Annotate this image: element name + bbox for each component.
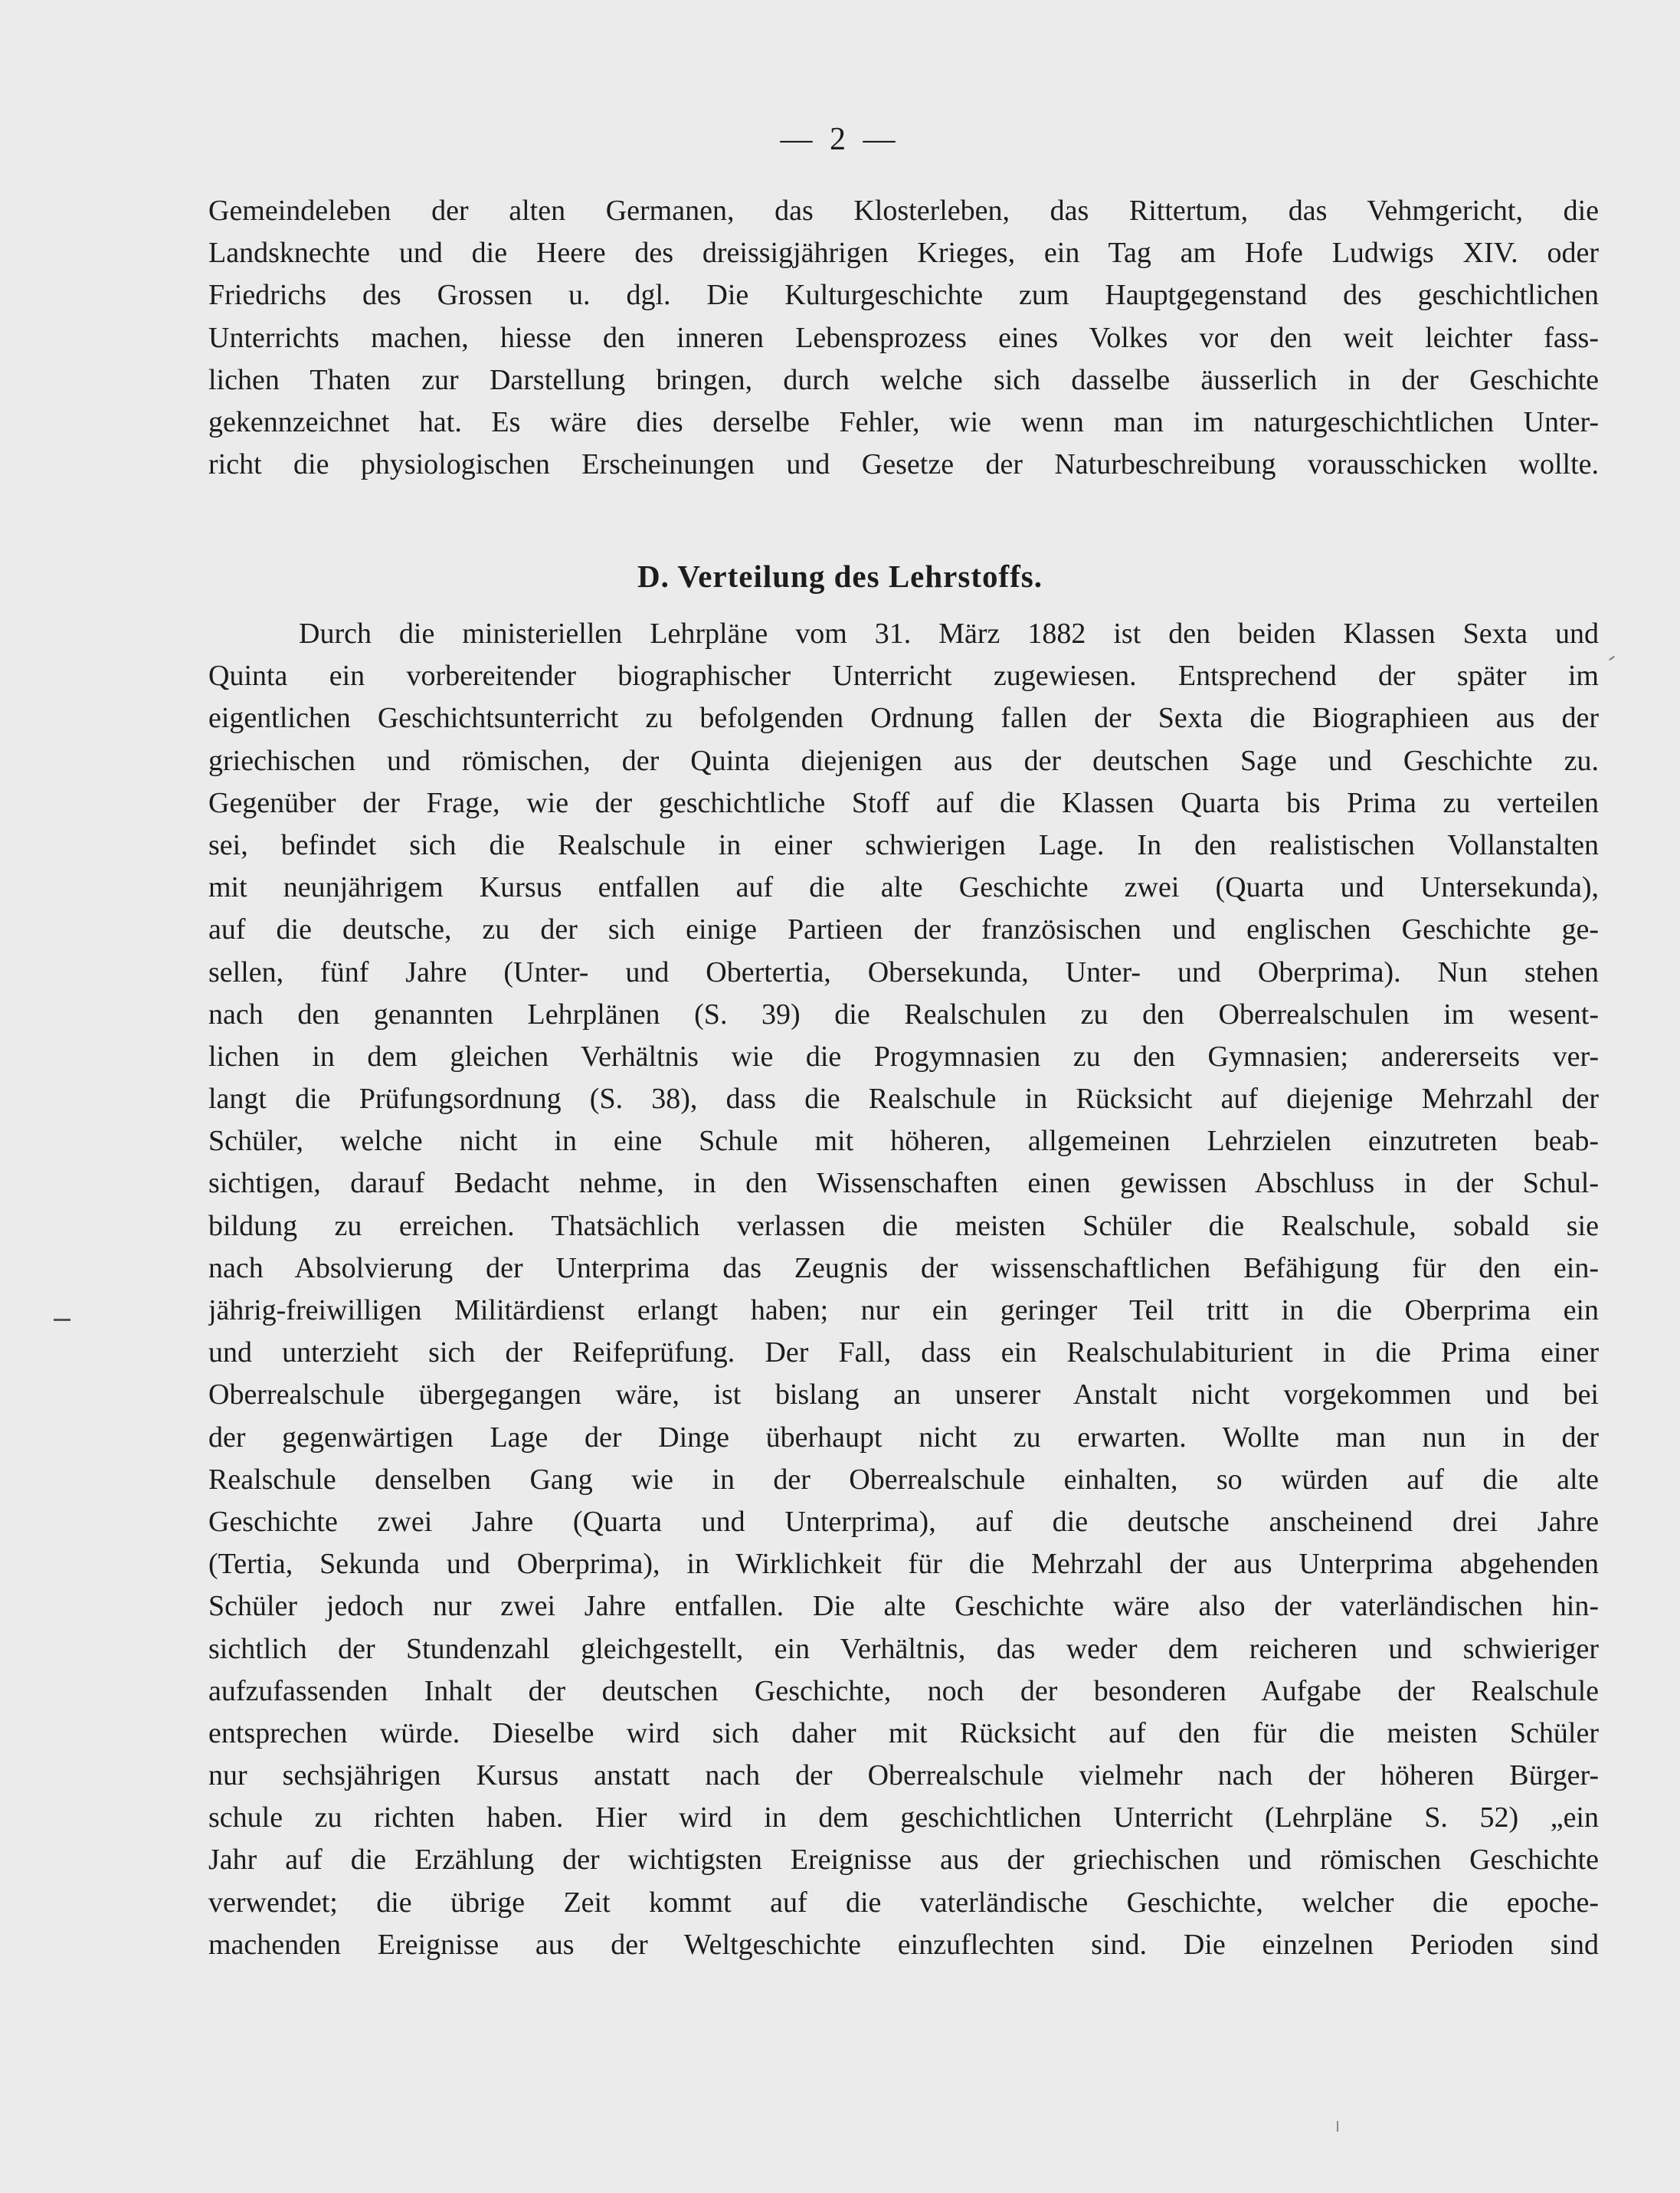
text-line: griechischen und römischen, der Quinta diejenigen aus der deutschen Sage und Geschichte zu. bbox=[208, 744, 1599, 777]
margin-mark bbox=[54, 1319, 70, 1321]
text-line: Gemeindeleben der alten Germanen, das Klosterleben, das Rittertum, das Vehmgericht, die bbox=[208, 195, 1599, 227]
text-line: Quinta ein vorbereitender biographischer Unterricht zugewiesen. Entsprechend der später im bbox=[208, 660, 1599, 693]
text-line: sichtigen, darauf Bedacht nehme, in den Wissenschaften einen gewissen Abschluss in der Schul- bbox=[208, 1167, 1599, 1200]
text-line: Jahr auf die Erzählung der wichtigsten Ereignisse aus der griechischen und römischen Geschichte bbox=[208, 1844, 1599, 1877]
text-line: auf die deutsche, zu der sich einige Partieen der französischen und englischen Geschichte ge- bbox=[208, 913, 1599, 946]
paper-speck bbox=[1609, 656, 1615, 661]
page-number: — 2 — bbox=[780, 122, 900, 157]
text-line: Oberrealschule übergegangen wäre, ist bislang an unserer Anstalt nicht vorgekommen und bei bbox=[208, 1378, 1599, 1411]
text-line: entsprechen würde. Dieselbe wird sich daher mit Rücksicht auf den für die meisten Schüler bbox=[208, 1716, 1599, 1749]
text-line: richt die physiologischen Erscheinungen und Gesetze der Naturbeschreibung vorausschicken wollte. bbox=[208, 448, 1599, 481]
paper-speck bbox=[1337, 2121, 1338, 2132]
text-line: Realschule denselben Gang wie in der Oberrealschule einhalten, so würden auf die alte bbox=[208, 1463, 1599, 1496]
text-line: verwendet; die übrige Zeit kommt auf die vaterländische Geschichte, welcher die epoche- bbox=[208, 1886, 1599, 1919]
text-line: lichen in dem gleichen Verhältnis wie die Progymnasien zu den Gymnasien; andererseits ver- bbox=[208, 1040, 1599, 1073]
text-line: Durch die ministeriellen Lehrpläne vom 31. März 1882 ist den beiden Klassen Sexta und bbox=[299, 618, 1599, 650]
text-line: Gegenüber der Frage, wie der geschichtliche Stoff auf die Klassen Quarta bis Prima zu verteilen bbox=[208, 786, 1599, 819]
text-line: Friedrichs des Grossen u. dgl. Die Kulturgeschichte zum Hauptgegenstand des geschichtlichen bbox=[208, 279, 1599, 312]
text-line: jährig-freiwilligen Militärdienst erlangt haben; nur ein geringer Teil tritt in die Oberprima ein bbox=[208, 1294, 1599, 1326]
paragraph-continued bbox=[208, 190, 1599, 486]
text-line: bildung zu erreichen. Thatsächlich verlassen die meisten Schüler die Realschule, sobald sie bbox=[208, 1209, 1599, 1242]
paragraph-distribution bbox=[208, 613, 1599, 1966]
section-heading: D. Verteilung des Lehrstoffs. bbox=[637, 559, 1043, 594]
text-line: sellen, fünf Jahre (Unter- und Obertertia, Obersekunda, Unter- und Oberprima). Nun stehen bbox=[208, 956, 1599, 988]
text-line: eigentlichen Geschichtsunterricht zu befolgenden Ordnung fallen der Sexta die Biographieen aus der bbox=[208, 702, 1599, 735]
text-line: aufzufassenden Inhalt der deutschen Geschichte, noch der besonderen Aufgabe der Realschule bbox=[208, 1674, 1599, 1707]
text-line: schule zu richten haben. Hier wird in dem geschichtlichen Unterricht (Lehrpläne S. 52) „ein bbox=[208, 1801, 1599, 1834]
text-line: und unterzieht sich der Reifeprüfung. Der Fall, dass ein Realschulabiturient in die Prima einer bbox=[208, 1336, 1599, 1369]
text-line: Unterrichts machen, hiesse den inneren Lebensprozess eines Volkes vor den weit leichter fass- bbox=[208, 321, 1599, 354]
text-line: sichtlich der Stundenzahl gleichgestellt, ein Verhältnis, das weder dem reicheren und schwieriger bbox=[208, 1632, 1599, 1665]
text-line: (Tertia, Sekunda und Oberprima), in Wirklichkeit für die Mehrzahl der aus Unterprima abgehenden bbox=[208, 1548, 1599, 1581]
text-line: machenden Ereignisse aus der Weltgeschichte einzuflechten sind. Die einzelnen Perioden sind bbox=[208, 1928, 1599, 1961]
text-line: Schüler jedoch nur zwei Jahre entfallen. Die alte Geschichte wäre also der vaterländischen hin- bbox=[208, 1590, 1599, 1623]
text-line: Geschichte zwei Jahre (Quarta und Unterprima), auf die deutsche anscheinend drei Jahre bbox=[208, 1505, 1599, 1538]
text-line: langt die Prüfungsordnung (S. 38), dass die Realschule in Rücksicht auf diejenige Mehrzahl der bbox=[208, 1083, 1599, 1116]
text-line: mit neunjährigem Kursus entfallen auf die alte Geschichte zwei (Quarta und Untersekunda), bbox=[208, 871, 1599, 904]
text-line: der gegenwärtigen Lage der Dinge überhaupt nicht zu erwarten. Wollte man nun in der bbox=[208, 1421, 1599, 1454]
text-line: Landsknechte und die Heere des dreissigjährigen Krieges, ein Tag am Hofe Ludwigs XIV. oder bbox=[208, 237, 1599, 270]
text-line: nur sechsjährigen Kursus anstatt nach der Oberrealschule vielmehr nach der höheren Bürger- bbox=[208, 1759, 1599, 1792]
text-line: Schüler, welche nicht in eine Schule mit höheren, allgemeinen Lehrzielen einzutreten beab- bbox=[208, 1125, 1599, 1158]
text-line: sei, befindet sich die Realschule in einer schwierigen Lage. In den realistischen Vollanstalten bbox=[208, 828, 1599, 861]
text-line: gekennzeichnet hat. Es wäre dies derselbe Fehler, wie wenn man im naturgeschichtlichen Unter- bbox=[208, 405, 1599, 438]
text-line: lichen Thaten zur Darstellung bringen, durch welche sich dasselbe äusserlich in der Geschichte bbox=[208, 363, 1599, 396]
text-line: nach Absolvierung der Unterprima das Zeugnis der wissenschaftlichen Befähigung für den ein- bbox=[208, 1251, 1599, 1284]
text-line: nach den genannten Lehrplänen (S. 39) die Realschulen zu den Oberrealschulen im wesent- bbox=[208, 998, 1599, 1031]
